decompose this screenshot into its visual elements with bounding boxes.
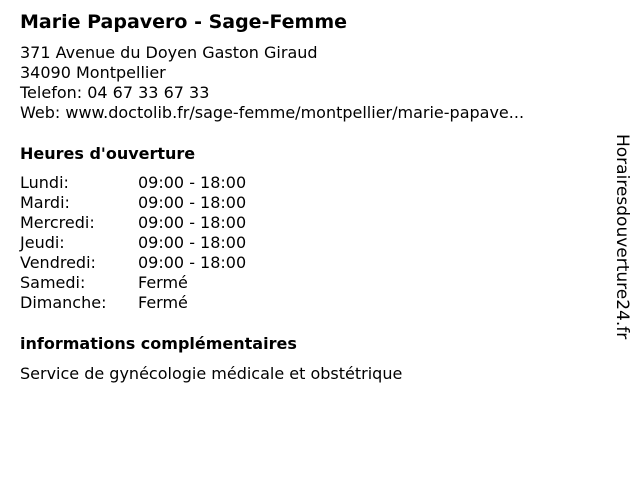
hours-row-samedi xyxy=(20,273,246,293)
hours-time: 09:00 - 18:00 xyxy=(138,253,247,272)
hours-time: 09:00 - 18:00 xyxy=(138,193,247,212)
address-line-2: 34090 Montpellier xyxy=(20,63,166,82)
address-line-1: 371 Avenue du Doyen Gaston Giraud xyxy=(20,43,318,62)
hours-day: Jeudi: xyxy=(20,233,65,252)
hours-time: 09:00 - 18:00 xyxy=(138,233,247,252)
hours-day: Vendredi: xyxy=(20,253,96,272)
hours-row-mardi xyxy=(20,193,246,213)
contact-block xyxy=(20,43,524,123)
info-heading: informations complémentaires xyxy=(20,334,297,353)
hours-day: Dimanche: xyxy=(20,293,107,312)
hours-time: 09:00 - 18:00 xyxy=(138,213,247,232)
hours-time: Fermé xyxy=(138,293,188,312)
web-line: Web: www.doctolib.fr/sage-femme/montpellier/marie-papave... xyxy=(20,103,525,122)
hours-day: Mercredi: xyxy=(20,213,95,232)
hours-time: Fermé xyxy=(138,273,188,292)
hours-day: Samedi: xyxy=(20,273,86,292)
hours-row-dimanche xyxy=(20,293,246,313)
hours-heading: Heures d'ouverture xyxy=(20,144,196,163)
site-watermark: Horairesdouverture24.fr xyxy=(612,134,632,340)
business-name: Marie Papavero - Sage-Femme xyxy=(20,11,348,33)
hours-time: 09:00 - 18:00 xyxy=(138,173,247,192)
hours-row-lundi xyxy=(20,173,246,193)
hours-table xyxy=(20,173,246,313)
hours-row-jeudi xyxy=(20,233,246,253)
hours-row-mercredi xyxy=(20,213,246,233)
hours-day: Mardi: xyxy=(20,193,70,212)
info-text: Service de gynécologie médicale et obstétrique xyxy=(20,364,403,383)
hours-day: Lundi: xyxy=(20,173,69,192)
hours-row-vendredi xyxy=(20,253,246,273)
phone-line: Telefon: 04 67 33 67 33 xyxy=(20,83,210,102)
